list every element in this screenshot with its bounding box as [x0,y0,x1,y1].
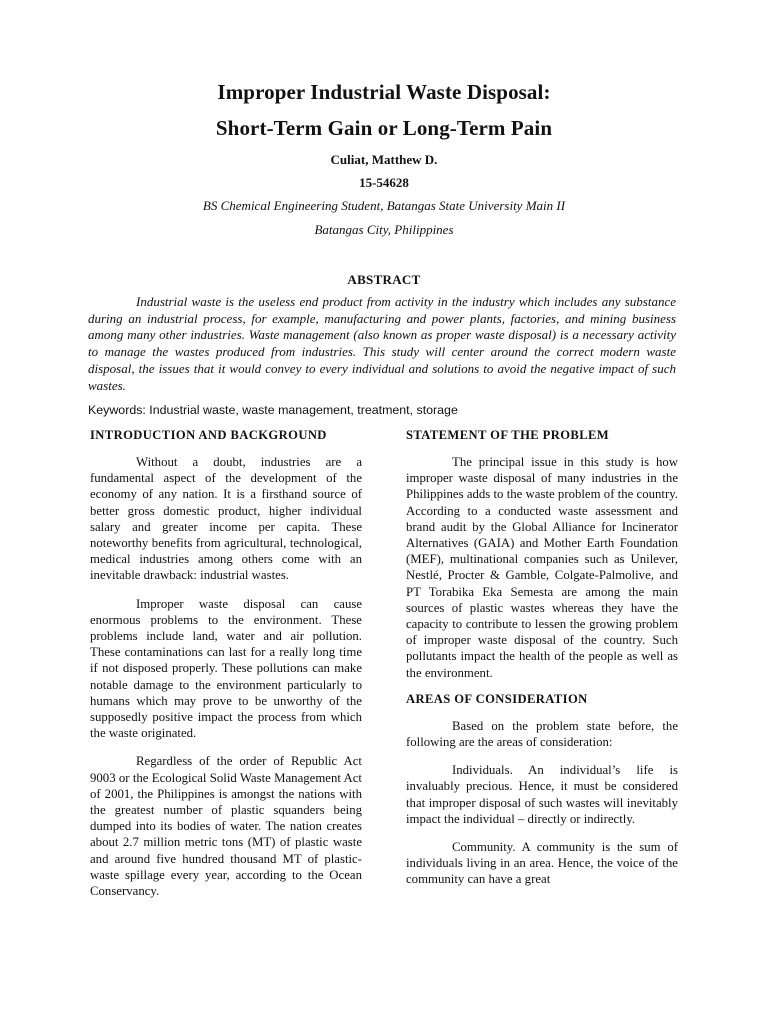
student-id: 15-54628 [359,175,409,190]
left-column [90,427,362,899]
abstract-body: Industrial waste is the useless end product from activity in the industry which includes any substance during an industrial process, for example, manufacturing and power plants, factories, and mining business among many other industries. Waste management (also known as proper waste disposal) is a necessary activity to manage the wastes produced from industries. This study will center around the correct modern waste disposal, the issues that it would convey to every individual and solutions to avoid the negative impact of such wastes. [88,294,676,393]
abstract-heading: ABSTRACT [347,272,421,287]
paragraph: Individuals. An individual’s life is invaluably precious. Hence, it must be considered that improper disposal of such wastes will inevitably impact the individual – directly or indirectly. [406,763,678,826]
paragraph: Regardless of the order of Republic Act 9003 or the Ecological Solid Waste Management Act of 2001, the Philippines is amongst the nations with the greatest number of plastic squanders being dumped into its bodies of water. The nation creates about 2.7 million metric tons (MT) of plastic waste and around five hundred thousand MT of plastic-waste spillage every year, according to the Ocean Conservancy. [90,754,362,899]
affiliation-line-1: BS Chemical Engineering Student, Batangas State University Main II [202,198,566,213]
paragraph: Without a doubt, industries are a fundamental aspect of the development of the economy of any nation. It is a firsthand source of better gross domestic product, higher individual salary and greater income per capita. These noteworthy benefits from agricultural, technological, medical industries among others come with an inevitable drawback: industrial wastes. [90,455,362,583]
author-name: Culiat, Matthew D. [330,152,438,167]
section-heading-areas: AREAS OF CONSIDERATION [406,691,588,706]
section-heading-problem: STATEMENT OF THE PROBLEM [406,428,610,442]
right-column [406,427,678,888]
keywords-line: Keywords: Industrial waste, waste management, treatment, storage [88,403,458,417]
paragraph: Community. A community is the sum of individuals living in an area. Hence, the voice of the community can have a great [406,840,678,887]
paragraph: The principal issue in this study is how improper waste disposal of many industries in the Philippines adds to the waste problem of the country. According to a conducted waste assessment and brand audit by the Global Alliance for Incinerator Alternatives (GAIA) and Mother Earth Foundation (MEF), multinational companies such as Unilever, Nestlé, Procter & Gamble, Colgate-Palmolive, and PT Torabika Eka Semesta are among the main sources of plastic wastes whereas they have the capacity to contribute to lessen the growing problem of improper waste disposal of the country. Such pollutants impact the health of the people as well as the environment. [406,455,678,680]
paragraph: Improper waste disposal can cause enormous problems to the environment. These problems include land, water and air pollution. These contaminations can last for a really long time if not disposed properly. These pollutions can make notable damage to the environment particularly to humans which may prove to be unworthy of the supposedly positive impact the process from which the waste originated. [90,596,362,741]
paragraph: Based on the problem state before, the following are the areas of consideration: [406,718,678,750]
paper-title-line-1: Improper Industrial Waste Disposal: [217,80,551,104]
section-heading-introduction: INTRODUCTION AND BACKGROUND [90,428,327,442]
paper-title-line-2: Short-Term Gain or Long-Term Pain [215,116,553,140]
affiliation-line-2: Batangas City, Philippines [314,222,454,237]
